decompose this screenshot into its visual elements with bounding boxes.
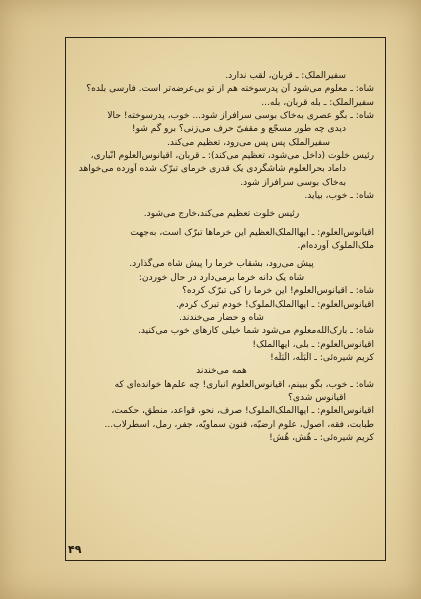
text-line: شاه: ـ معلوم می‌شود آن پدرسوخته هم از تو بی‌عرضه‌تر است. فارسی بلده؟: [86, 84, 374, 95]
script-text: [69, 70, 374, 445]
page-number: ۴۹: [68, 543, 82, 556]
text-line: اقیانوس‌العلوم: ـ ایها‌الملک‌الملوک! خودم تبرک کردم.: [175, 299, 374, 310]
text-line: اقیانوس‌العلوم: ـ ایها‌الملک‌الملوک! صرف، نحو، قواعد، منطق، حکمت،: [111, 406, 374, 417]
text-line: اقیانوس‌العلوم: ـ ایها‌الملک‌العظیم این خرماها تبرّک است، به‌جهت: [130, 227, 374, 238]
text-line: داماد بحرالعلوم شاشگردی یک قدری خرمای تبرّک شده آورده می‌خواهد: [78, 164, 346, 175]
text-line: کریم شیره‌ئی: ـ هُش، هُش!: [269, 432, 374, 443]
stage-direction: رئیس خلوت تعظیم می‌کند،خارج می‌شود.: [143, 209, 300, 220]
text-line: شاه: ـ خوب، بیاید.: [304, 191, 374, 202]
text-line: سفیرالملک: ـ بله قربان، بله...: [261, 97, 374, 108]
text-line: شاه: ـ اقیانوس‌العلوم! این خرما را کی تبرّک کرده؟: [182, 286, 374, 297]
text-line: ملک‌الملوک آورده‌ام.: [297, 241, 374, 252]
text-line: شاه: ـ بگو عصری به‌خاک بوسی سرافراز شود... خوب، پدرسوخته! حالا: [107, 111, 374, 122]
text-line: اقیانوس‌العلوم: ـ بلی، ایها‌الملک!: [252, 339, 374, 350]
stage-direction: پیش می‌رود، بشقاب خرما را پیش شاه می‌گذارد.: [129, 259, 314, 270]
text-line: سفیرالملک: ـ قربان، لقب ندارد.: [225, 71, 346, 81]
text-line: شاه: ـ بارک‌الله‌معلوم می‌شود شما خیلی کارهای خوب می‌کنید.: [137, 326, 374, 337]
stage-direction: سفیرالملک پس پس می‌رود، تعظیم می‌کند.: [167, 137, 330, 148]
text-line: شاه: ـ خوب، بگو ببینم، اقیانوس‌العلوم انباری! چه علم‌ها خوانده‌ای که: [114, 379, 374, 390]
stage-direction: همه می‌خندند: [196, 366, 247, 377]
stage-direction: شاه یک دانه خرما برمی‌دارد در حال خوردن:: [138, 272, 305, 283]
text-line: اقیانوس شدی؟: [288, 392, 346, 403]
text-line: کریم شیره‌ئی: ـ الْبَلَه، الْبَلَه!: [270, 352, 374, 363]
stage-direction: شاه و حضار می‌خندند.: [179, 312, 264, 323]
text-line: رئیس خلوت (داخل می‌شود، تعظیم می‌کند): ـ قربان، اقیانوس‌العلوم انّباری،: [90, 151, 374, 162]
text-line: طبابت، فقه، اصول، علوم ارضیّه، فنون سماویّه، جفر، رمل، اسطرلاب...: [104, 419, 374, 430]
text-line: دیدی چه طور مسجّع و مقفیّ حرف می‌زنی؟ برو گم شو!: [131, 124, 346, 135]
text-line: به‌خاک بوسی سرافراز شود.: [240, 177, 346, 188]
